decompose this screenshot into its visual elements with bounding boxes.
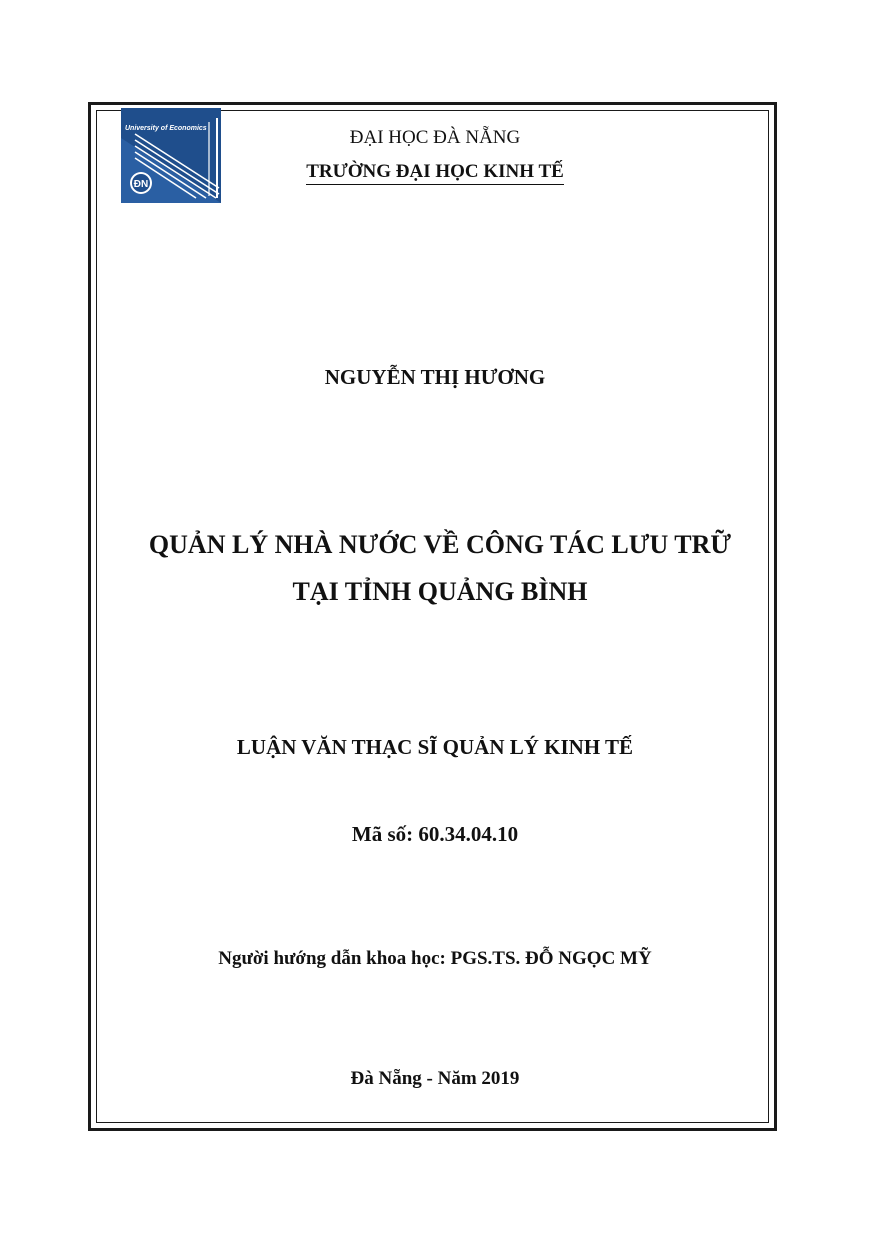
program-code: Mã số: 60.34.04.10: [351, 822, 519, 846]
page-border-inner: [96, 110, 769, 1123]
logo-emblem-icon: [121, 108, 221, 203]
faculty-name-text: TRƯỜNG ĐẠI HỌC KINH TẾ: [306, 161, 564, 185]
faculty-name: [143, 161, 727, 185]
place-and-year: Đà Nẵng - Năm 2019: [350, 1068, 520, 1089]
author-name: NGUYỄN THỊ HƯƠNG: [324, 365, 546, 389]
advisor-line: Người hướng dẫn khoa học: PGS.TS. ĐỖ NGỌC MỸ: [218, 948, 652, 969]
university-logo: [121, 108, 221, 203]
logo-emblem-text: ĐN: [133, 179, 149, 190]
thesis-title-line-2: TẠI TỈNH QUẢNG BÌNH: [292, 577, 588, 606]
degree-type: LUẬN VĂN THẠC SĨ QUẢN LÝ KINH TẾ: [236, 735, 634, 759]
thesis-title-line-1: QUẢN LÝ NHÀ NƯỚC VỀ CÔNG TÁC LƯU TRỮ: [148, 530, 732, 559]
page-border-outer: [88, 102, 777, 1131]
logo-caption: University of Economics: [125, 125, 207, 132]
university-name: ĐẠI HỌC ĐÀ NẴNG: [349, 127, 521, 148]
